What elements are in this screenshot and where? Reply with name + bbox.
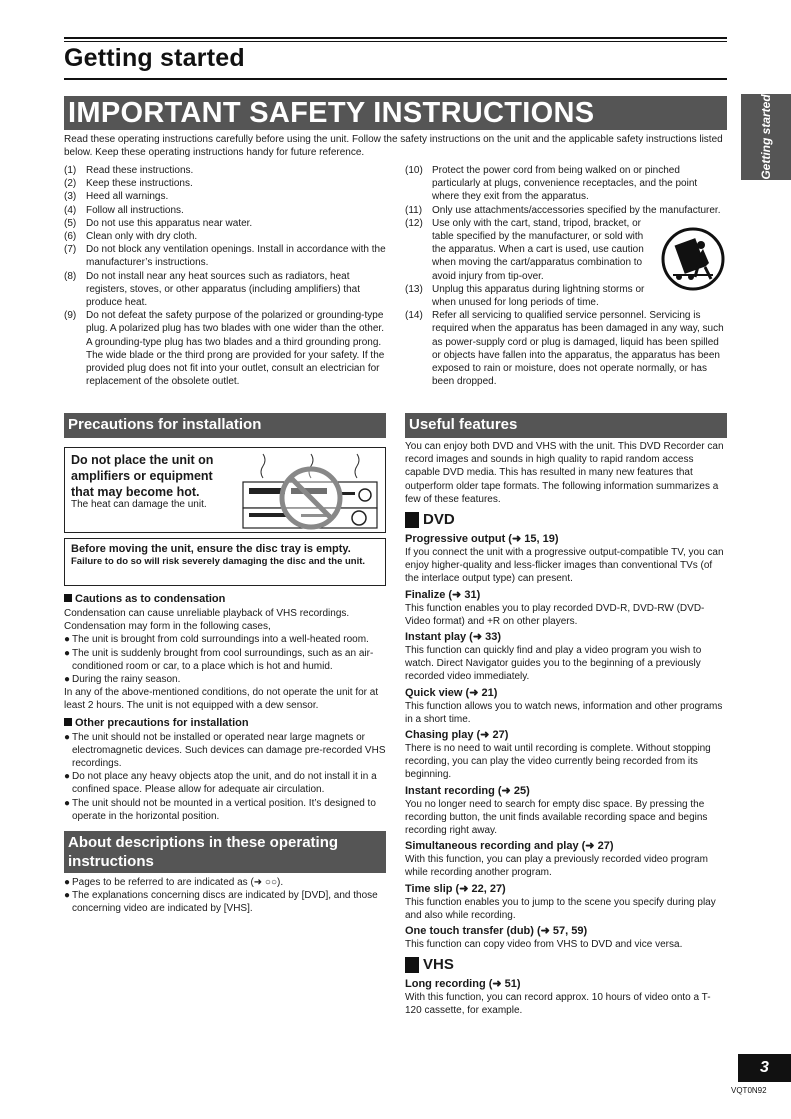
feature-title: One touch transfer (dub) (➜ 57, 59) [405, 925, 588, 938]
dvd-heading: DVD [405, 510, 727, 530]
feature-title: Instant recording (➜ 25) [405, 784, 530, 797]
heat-warning-subtext: The heat can damage the unit. [71, 499, 207, 510]
about-list [64, 876, 386, 916]
list-item: ● The unit should not be mounted in a vertical position. It’s designed to operate in the horizontal position. [64, 797, 376, 822]
precautions-body [64, 592, 386, 823]
list-item: ● The unit is brought from cold surroundings into a well-heated room. [64, 634, 369, 646]
page-number: 3 [738, 1054, 791, 1082]
section-precautions-title: Precautions for installation [64, 413, 386, 438]
list-item: (2) Keep these instructions. [64, 178, 193, 190]
header-rule-thin [64, 41, 727, 42]
list-item: (5) Do not use this apparatus near water. [64, 217, 253, 229]
section-about-title: About descriptions in these operating instructions [64, 831, 386, 873]
feature-text: This function can copy video from VHS to DVD and vice versa. [405, 939, 683, 951]
feature-text: There is no need to wait until recording is complete. Without stopping recording, you can play the video currently being recorded from its beginning. [405, 743, 711, 781]
feature-text: This function allows you to watch news, information and other programs in a short time. [405, 700, 723, 725]
list-item: (7) Do not block any ventilation openings. Install in accordance with the manufacturer’s instructions. [64, 244, 386, 269]
feature-title: Progressive output (➜ 15, 19) [405, 533, 559, 546]
list-item: (3) Heed all warnings. [64, 191, 169, 203]
feature-title: Long recording (➜ 51) [405, 978, 521, 991]
list-item: ● The unit should not be installed or operated near large magnets or electromagnetic devices. Such devices can damage pre-recorded VHS recordings. [64, 731, 386, 770]
feature-text: You no longer need to search for empty disc space. By pressing the recording button, the unit finds available recording space and begins recording right away. [405, 798, 708, 837]
feature-title: Finalize (➜ 31) [405, 588, 481, 601]
heat-warning-heading: Do not place the unit on amplifiers or equipment that may become hot. [71, 453, 214, 499]
list-item: ● Do not place any heavy objects atop the unit, and do not install it in a confined space. Please allow for adequate air circulation. [64, 771, 377, 796]
title-rule [64, 78, 727, 80]
disc-tray-warning-box [64, 538, 386, 586]
condensation-outro: In any of the above-mentioned conditions, do not operate the unit for at least 2 hours. The unit is not equipped with a dew sensor. [64, 687, 379, 712]
feature-text: With this function, you can play a previously recorded video program while recording another program. [405, 854, 708, 879]
dvd-marker [405, 512, 419, 528]
intro-text: Read these operating instructions carefully before using the unit. Follow the safety instructions on the unit and the applicable safety instructions listed below. Keep these operating instructions handy for future reference. [64, 134, 723, 159]
feature-title: Simultaneous recording and play (➜ 27) [405, 840, 614, 853]
list-item: ● The unit is suddenly brought from cool surroundings, such as an air-conditioned room or car, to a place which is hot and humid. [64, 647, 374, 672]
feature-text: If you connect the unit with a progressive output-compatible TV, you can enjoy higher-quality and less-flicker images than conventional TVs (of the interlace output type) can present. [405, 547, 724, 585]
side-tab-label: Getting started [759, 94, 773, 180]
feature-text: This function can quickly find and play a video program you wish to watch. Direct Navigator guides you to the beginning of a previously recorded video immediately. [405, 645, 702, 683]
list-item: (9) Do not defeat the safety purpose of the polarized or grounding-type plug. A polarized plug has two blades with one wider than the other. A grounding-type plug has two blades and a third grounding prong. The wide blade or the third prong are provided for your safety. If the provided plug does not fit into your outlet, consult an electrician for replacement of the obsolete outlet. [64, 310, 385, 388]
page-title: Getting started [64, 44, 245, 72]
other-precautions-heading: Other precautions for installation [64, 716, 386, 731]
list-item: (11) Only use attachments/accessories specified by the manufacturer. [405, 204, 721, 216]
side-tab [741, 94, 791, 180]
feature-text: With this function, you can record approx. 10 hours of video onto a T-120 cassette, for example. [405, 992, 711, 1017]
list-item: (1) Read these instructions. [64, 165, 194, 176]
list-item: ● The explanations concerning discs are indicated by [DVD], and those concerning video are indicated by [VHS]. [64, 890, 378, 915]
feature-title: Instant play (➜ 33) [405, 631, 502, 644]
feature-title: Quick view (➜ 21) [405, 686, 498, 699]
useful-features-body [405, 440, 727, 1018]
list-item: (8) Do not install near any heat sources such as radiators, heat registers, stoves, or other apparatus (including amplifiers) that produce heat. [64, 270, 361, 309]
list-item: (4) Follow all instructions. [64, 204, 184, 216]
safety-list-left [64, 164, 386, 388]
list-item: (13) Unplug this apparatus during lightning storms or when unused for long periods of time. [405, 283, 645, 309]
list-item: ● Pages to be referred to are indicated as (➜ ○○). [64, 877, 284, 888]
cart-tipover-warning-icon [661, 227, 725, 291]
vhs-marker [405, 957, 419, 973]
feature-title: Chasing play (➜ 27) [405, 729, 509, 742]
feature-text: This function enables you to jump to the scene you specify during play and also while recording. [405, 896, 716, 921]
list-item: ● During the rainy season. [64, 674, 181, 686]
list-item: (14) Refer all servicing to qualified service personnel. Servicing is required when the apparatus has been damaged in any way, such as power-supply cord or plug is damaged, liquid has been spilled or objects have fallen into the apparatus, the apparatus has been exposed to rain or moisture, does not operate normally, or has been dropped. [405, 310, 724, 388]
header-rule [64, 37, 727, 39]
heat-warning-box [64, 447, 386, 533]
section-useful-title: Useful features [405, 413, 727, 438]
disc-tray-warning-subtext: Failure to do so will risk severely damaging the disc and the unit. [71, 556, 366, 567]
condensation-heading: Cautions as to condensation [64, 592, 386, 607]
feature-title: Time slip (➜ 22, 27) [405, 882, 506, 895]
disc-tray-warning-heading: Before moving the unit, ensure the disc tray is empty. [71, 543, 351, 555]
feature-text: This function enables you to play recorded DVD-R, DVD-RW (DVD-Video format) and +R on other players. [405, 602, 705, 627]
safety-banner: IMPORTANT SAFETY INSTRUCTIONS [64, 96, 727, 130]
useful-intro: You can enjoy both DVD and VHS with the unit. This DVD Recorder can record images and sounds in high quality to rapid random access capable DVD media. This has resulted in many new features that outperform older tape formats. The following information summarizes a few of these features. [405, 441, 724, 505]
no-heat-stack-illustration-icon [241, 452, 381, 530]
list-item: (10) Protect the power cord from being walked on or pinched particularly at plugs, convenience receptacles, and the point where they exit from the apparatus. [405, 165, 698, 203]
condensation-intro: Condensation can cause unreliable playback of VHS recordings. Condensation may form in the following cases, [64, 608, 350, 633]
model-code: VQT0N92 [731, 1086, 767, 1095]
list-item: (12) Use only with the cart, stand, tripod, bracket, or table specified by the manufacturer, or sold with the apparatus. When a cart is used, use caution when moving the cart/apparatus combination to avoid injury from tip-over. [405, 217, 727, 283]
safety-list-right [405, 164, 727, 388]
list-item: (6) Clean only with dry cloth. [64, 231, 198, 243]
vhs-heading: VHS [405, 955, 727, 975]
